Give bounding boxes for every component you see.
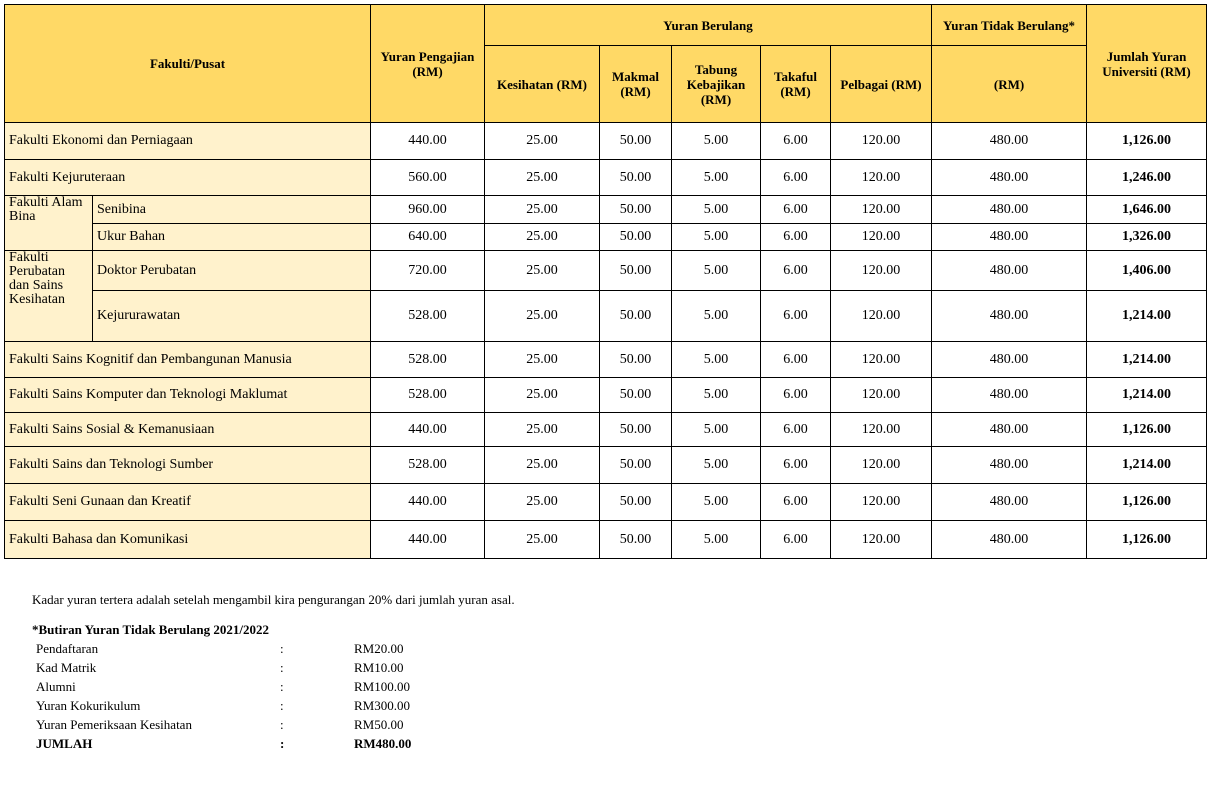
cell-pelbagai: 120.00 [831,521,932,559]
cell-kesihatan: 25.00 [485,123,600,160]
table-row [5,224,1207,251]
cell-pengajian: 528.00 [371,342,485,378]
row-name: Ukur Bahan [93,224,371,251]
breakdown-value: RM100.00 [354,679,410,694]
cell-tabung: 5.00 [672,413,761,447]
row-name: Kejururawatan [93,291,371,342]
header-pelbagai: Pelbagai (RM) [831,46,932,123]
cell-jumlah: 1,214.00 [1087,291,1207,342]
cell-pengajian: 528.00 [371,447,485,484]
cell-jumlah: 1,246.00 [1087,160,1207,196]
non-recurring-breakdown [32,621,412,753]
breakdown-colon: : [280,641,284,656]
cell-pengajian: 560.00 [371,160,485,196]
breakdown-total-label: JUMLAH [36,736,93,751]
cell-tidak-berulang: 480.00 [932,378,1087,413]
cell-tidak-berulang: 480.00 [932,224,1087,251]
fee-note: Kadar yuran tertera adalah setelah mengambil kira pengurangan 20% dari jumlah yuran asal. [32,592,515,607]
cell-takaful: 6.00 [761,378,831,413]
row-name: Fakulti Kejuruteraan [5,160,371,196]
cell-makmal: 50.00 [600,196,672,224]
cell-kesihatan: 25.00 [485,521,600,559]
cell-pelbagai: 120.00 [831,251,932,291]
table-row [5,196,1207,224]
cell-tabung: 5.00 [672,484,761,521]
cell-makmal: 50.00 [600,521,672,559]
group-alam-bina: Fakulti Alam Bina [5,196,93,251]
cell-tidak-berulang: 480.00 [932,160,1087,196]
cell-takaful: 6.00 [761,291,831,342]
cell-tabung: 5.00 [672,291,761,342]
breakdown-value: RM10.00 [354,660,404,675]
header-fakulti: Fakulti/Pusat [5,5,371,123]
cell-takaful: 6.00 [761,224,831,251]
header-kesihatan: Kesihatan (RM) [485,46,600,123]
cell-makmal: 50.00 [600,123,672,160]
cell-makmal: 50.00 [600,413,672,447]
breakdown-colon: : [280,717,284,732]
cell-tidak-berulang: 480.00 [932,413,1087,447]
cell-tabung: 5.00 [672,224,761,251]
cell-takaful: 6.00 [761,484,831,521]
table-header [5,5,1207,123]
cell-takaful: 6.00 [761,342,831,378]
cell-tabung: 5.00 [672,196,761,224]
breakdown-title: *Butiran Yuran Tidak Berulang 2021/2022 [32,622,269,637]
cell-pengajian: 440.00 [371,123,485,160]
breakdown-label: Alumni [36,679,76,694]
cell-tidak-berulang: 480.00 [932,123,1087,160]
cell-takaful: 6.00 [761,413,831,447]
breakdown-colon: : [280,698,284,713]
header-yuran-berulang: Yuran Berulang [485,5,932,46]
row-name: Fakulti Ekonomi dan Perniagaan [5,123,371,160]
header-makmal: Makmal (RM) [600,46,672,123]
cell-takaful: 6.00 [761,196,831,224]
breakdown-label: Pendaftaran [36,641,99,656]
breakdown-label: Kad Matrik [36,660,97,675]
cell-kesihatan: 25.00 [485,342,600,378]
cell-tabung: 5.00 [672,342,761,378]
table-row [5,447,1207,484]
row-name: Senibina [93,196,371,224]
cell-kesihatan: 25.00 [485,291,600,342]
cell-tidak-berulang: 480.00 [932,447,1087,484]
cell-tidak-berulang: 480.00 [932,291,1087,342]
cell-tabung: 5.00 [672,447,761,484]
row-name: Fakulti Sains Kognitif dan Pembangunan Manusia [5,342,371,378]
cell-pelbagai: 120.00 [831,196,932,224]
cell-pelbagai: 120.00 [831,484,932,521]
cell-pengajian: 640.00 [371,224,485,251]
cell-makmal: 50.00 [600,224,672,251]
cell-tabung: 5.00 [672,378,761,413]
cell-jumlah: 1,214.00 [1087,378,1207,413]
table-row [5,521,1207,559]
cell-pengajian: 440.00 [371,521,485,559]
cell-kesihatan: 25.00 [485,251,600,291]
cell-makmal: 50.00 [600,251,672,291]
cell-pelbagai: 120.00 [831,378,932,413]
cell-kesihatan: 25.00 [485,160,600,196]
cell-makmal: 50.00 [600,342,672,378]
cell-makmal: 50.00 [600,484,672,521]
cell-jumlah: 1,214.00 [1087,447,1207,484]
header-takaful: Takaful (RM) [761,46,831,123]
group-perubatan: Fakulti Perubatan dan Sains Kesihatan [5,251,93,342]
table-row [5,342,1207,378]
cell-jumlah: 1,214.00 [1087,342,1207,378]
table-row [5,413,1207,447]
cell-makmal: 50.00 [600,378,672,413]
cell-pengajian: 528.00 [371,291,485,342]
cell-jumlah: 1,326.00 [1087,224,1207,251]
row-name: Doktor Perubatan [93,251,371,291]
cell-pelbagai: 120.00 [831,160,932,196]
breakdown-total-row [32,734,412,753]
cell-tidak-berulang: 480.00 [932,521,1087,559]
breakdown-total-value: RM480.00 [354,736,412,751]
cell-pelbagai: 120.00 [831,447,932,484]
cell-pengajian: 720.00 [371,251,485,291]
row-name: Fakulti Sains Sosial & Kemanusiaan [5,413,371,447]
cell-kesihatan: 25.00 [485,224,600,251]
row-name: Fakulti Bahasa dan Komunikasi [5,521,371,559]
breakdown-row [32,715,404,734]
cell-pelbagai: 120.00 [831,342,932,378]
fee-table [4,4,1207,559]
cell-pengajian: 440.00 [371,413,485,447]
breakdown-row [32,696,410,715]
cell-makmal: 50.00 [600,291,672,342]
cell-pelbagai: 120.00 [831,224,932,251]
breakdown-colon: : [280,660,284,675]
cell-tabung: 5.00 [672,251,761,291]
row-name: Fakulti Sains Komputer dan Teknologi Maklumat [5,378,371,413]
cell-jumlah: 1,126.00 [1087,484,1207,521]
cell-pelbagai: 120.00 [831,123,932,160]
cell-makmal: 50.00 [600,447,672,484]
cell-jumlah: 1,646.00 [1087,196,1207,224]
cell-jumlah: 1,126.00 [1087,123,1207,160]
cell-kesihatan: 25.00 [485,196,600,224]
cell-takaful: 6.00 [761,521,831,559]
cell-tidak-berulang: 480.00 [932,251,1087,291]
cell-kesihatan: 25.00 [485,413,600,447]
table-row [5,291,1207,342]
cell-tidak-berulang: 480.00 [932,484,1087,521]
cell-takaful: 6.00 [761,160,831,196]
cell-jumlah: 1,126.00 [1087,521,1207,559]
cell-takaful: 6.00 [761,447,831,484]
header-tabung: Tabung Kebajikan (RM) [672,46,761,123]
header-yuran-pengajian: Yuran Pengajian (RM) [371,5,485,123]
header-tidak-berulang-rm: (RM) [932,46,1087,123]
breakdown-row [32,639,404,658]
cell-jumlah: 1,126.00 [1087,413,1207,447]
cell-takaful: 6.00 [761,123,831,160]
table-row [5,160,1207,196]
table-row [5,378,1207,413]
cell-pengajian: 440.00 [371,484,485,521]
breakdown-row [32,658,404,677]
breakdown-value: RM20.00 [354,641,404,656]
cell-jumlah: 1,406.00 [1087,251,1207,291]
cell-pelbagai: 120.00 [831,413,932,447]
cell-kesihatan: 25.00 [485,447,600,484]
cell-tabung: 5.00 [672,123,761,160]
cell-kesihatan: 25.00 [485,378,600,413]
cell-tabung: 5.00 [672,160,761,196]
cell-kesihatan: 25.00 [485,484,600,521]
breakdown-row [32,677,410,696]
breakdown-label: Yuran Pemeriksaan Kesihatan [36,717,192,732]
cell-pengajian: 528.00 [371,378,485,413]
breakdown-value: RM50.00 [354,717,404,732]
table-row [5,251,1207,291]
cell-tidak-berulang: 480.00 [932,342,1087,378]
breakdown-colon: : [280,736,285,751]
cell-pengajian: 960.00 [371,196,485,224]
breakdown-colon: : [280,679,284,694]
breakdown-label: Yuran Kokurikulum [36,698,141,713]
table-row [5,484,1207,521]
cell-tidak-berulang: 480.00 [932,196,1087,224]
cell-pelbagai: 120.00 [831,291,932,342]
breakdown-value: RM300.00 [354,698,410,713]
cell-makmal: 50.00 [600,160,672,196]
header-yuran-tidak-berulang: Yuran Tidak Berulang* [932,5,1087,46]
cell-tabung: 5.00 [672,521,761,559]
header-jumlah: Jumlah Yuran Universiti (RM) [1087,5,1207,123]
cell-takaful: 6.00 [761,251,831,291]
row-name: Fakulti Sains dan Teknologi Sumber [5,447,371,484]
table-row [5,123,1207,160]
row-name: Fakulti Seni Gunaan dan Kreatif [5,484,371,521]
